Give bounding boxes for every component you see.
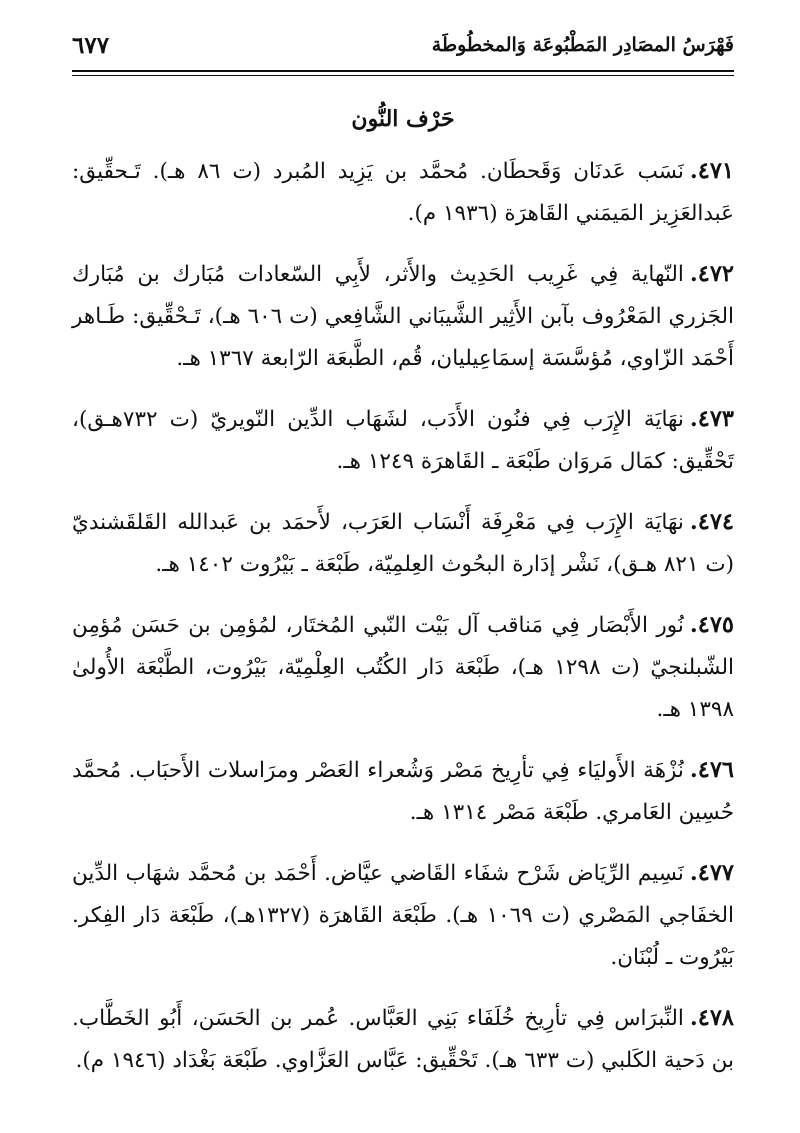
entry-text: نَسَب عَدنَان وَقَحطَان. مُحمَّد بن يَزِيد المُبرد (ت ٨٦ هـ). تَـحقِّيق: عَبدالعَزِيز المَيمَني القَاهرَة (١٩٣٦ م).: [72, 159, 734, 226]
bibliography-entry: [72, 398, 734, 483]
entry-text: النّهاية فِي غَرِيب الحَدِيث والأَثر، لأَبِي السّعادات مُبَارك بن مُبَارك الجَزري المَعْرُوف بآبن الأَثِير الشَّيبَاني الشَّافِعي (ت ٦٠٦ هـ)، تَـحْقِّيق: طَـاهر أَحْمَد الزّاوي، مُؤسَّسَة إسمَاعِيليان، قُم، الطَّبعَة الرّابعة ١٣٦٧ هـ.: [72, 262, 735, 371]
entry-text: نهَايَة الإِرَب فِي فنُون الأَدَب، لشَهَاب الدِّين النّويريّ (ت ٧٣٢هـق)، تَحْقِّيق: كمَال مَروَان طَبْعَة ـ القَاهرَة ١٢٤٩ هـ.: [72, 407, 734, 474]
bibliography-list: [72, 150, 734, 1100]
running-header: [72, 30, 734, 70]
entry-text: النِّبرَاس فِي تأرِيخ خُلَفَاء بَنِي العَبَّاس. عُمر بن الحَسَن، أَبُو الخَطَّاب. بن دَحية الكَلبي (ت ٦٣٣ هـ). تَحْقِّيق: عَبَّاس العَزَّاوي. طَبْعَة بَغْدَاد (١٩٤٦ م).: [72, 1006, 734, 1073]
entry-text: نَسِيم الرِّيَاض شَرْح شفَاء القَاضي عيَّاض. أَحْمَد بن مُحمَّد شهَاب الدِّين الخفَاجي المَصْري (ت ١٠٦٩ هـ). طَبْعَة القَاهرَة (١٣٢٧هـ)، طَبْعَة دَار الفِكر. بَيْرُوت ـ لُبْنَان.: [72, 861, 734, 970]
entry-text: نهَايَة الإِرَب فِي مَعْرِفَة أَنْسَاب العَرَب، لأَحمَد بن عَبدالله القَلقَشنديّ (ت ٨٢١ هـق)، نَشْر إدَارة البحُوث العِلمِيّة، طَبْعَة ـ بَيْرُوت ١٤٠٢ هـ.: [72, 510, 734, 577]
entry-number: ٤٧٥.: [689, 612, 734, 638]
page-number: ٦٧٧: [72, 32, 110, 59]
entry-number: ٤٧٧.: [689, 860, 734, 886]
entry-number: ٤٧٢.: [689, 261, 734, 287]
bibliography-entry: [72, 749, 734, 834]
bibliography-entry: [72, 501, 734, 586]
section-heading: حَرْف النُّون: [351, 106, 455, 132]
entry-text: نُور الأَبْصَار فِي مَناقب آل بَيْت النّبي المُختَار، لمُؤمِن بن حَسَن مُؤمِن الشّبلنجيّ (ت ١٢٩٨ هـ)، طَبْعَة دَار الكُتُب العِلْمِيّة، بَيْرُوت، الطَّبْعَة الأُولىٰ ١٣٩٨ هـ.: [72, 613, 734, 722]
entry-number: ٤٧٤.: [689, 509, 734, 535]
bibliography-entry: [72, 253, 734, 380]
running-title: فَهْرَسُ المصَادِر المَطْبُوعَة وَالمخطُوطَة: [431, 34, 734, 56]
entry-text: نُزْهَة الأَوليَاء فِي تأرِيخ مَصْر وَشُعراء العَصْر ومرَاسلات الأَحبَاب. مُحمَّد حُسِين العَامري. طَبْعَة مَصْر ١٣١٤ هـ.: [72, 758, 734, 825]
entry-number: ٤٧٦.: [689, 757, 734, 783]
header-rule-thin: [72, 75, 734, 76]
entry-number: ٤٧٨.: [689, 1005, 734, 1031]
bibliography-entry: [72, 852, 734, 979]
entry-number: ٤٧٣.: [689, 406, 734, 432]
bibliography-entry: [72, 150, 734, 235]
header-rule: [72, 70, 734, 72]
bibliography-entry: [72, 604, 734, 731]
bibliography-entry: [72, 997, 734, 1082]
entry-number: ٤٧١.: [689, 158, 734, 184]
